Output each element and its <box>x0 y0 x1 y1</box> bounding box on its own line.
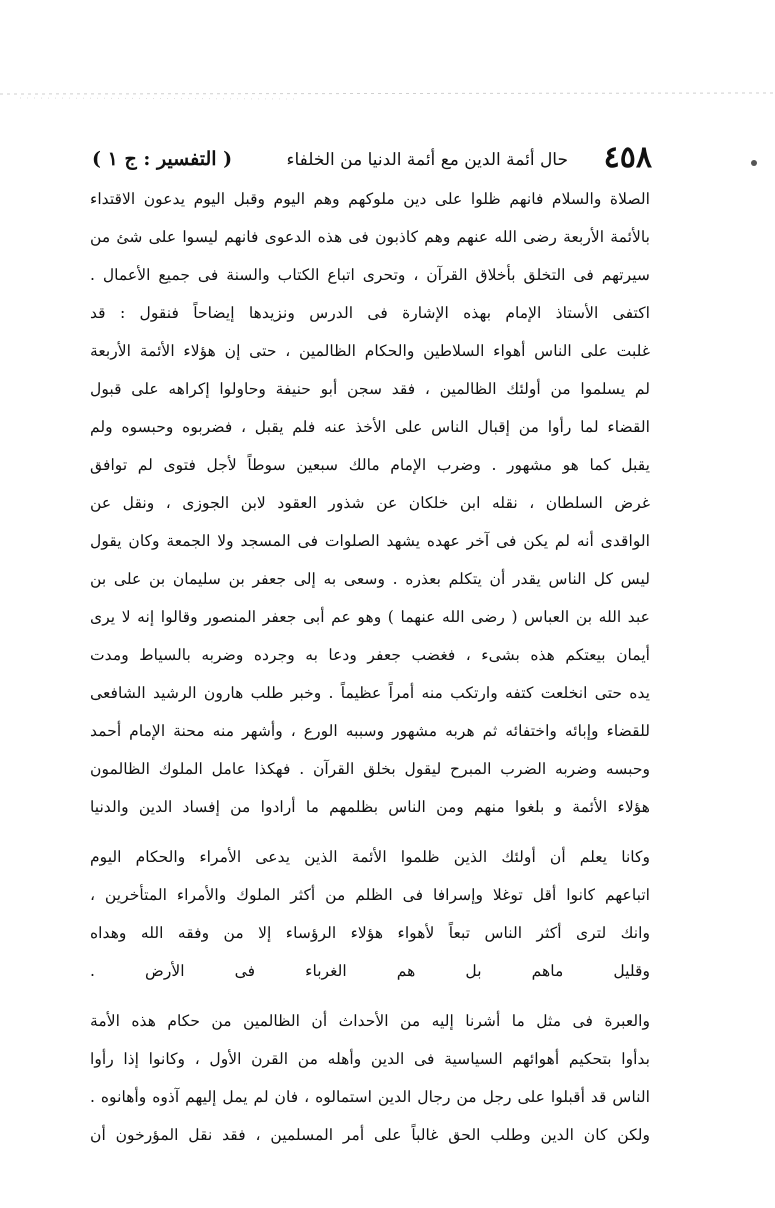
text-line: الناس قد أقبلوا على رجل من رجال الدين استمالوه ، فان لم يمل إليهم آذوه وأهانوه . <box>90 1088 650 1106</box>
margin-dot <box>751 160 757 166</box>
paragraph <box>90 294 650 826</box>
running-title: حال أئمة الدين مع أئمة الدنيا من الخلفاء <box>286 150 568 170</box>
text-line: والعبرة فى مثل ما أشرنا إليه من الأحداث أن الظالمين من حكام هذه الأمة <box>90 1012 650 1030</box>
page-number: ٤٥٨ <box>603 140 652 175</box>
text-line: وحبسه وضربه الضرب المبرح ليقول بخلق القرآن . فهكذا عامل الملوك الظالمون <box>90 760 650 778</box>
section-label: ( التفسير : ج ١ ) <box>92 148 233 170</box>
text-line: وكانا يعلم أن أولئك الذين ظلموا الأئمة الذين يدعى الأمراء والحكام اليوم <box>90 848 650 866</box>
text-line: الصلاة والسلام فانهم ظلوا على دين ملوكهم وهم اليوم وقبل اليوم يدعون الاقتداء <box>90 190 650 208</box>
text-line: غلبت على الناس أهواء السلاطين والحكام الظالمين ، حتى إن هؤلاء الأئمة الأربعة <box>90 342 650 360</box>
text-line: ليس كل الناس يقدر أن يتكلم بعذره . وسعى به إلى جعفر بن سليمان بن على بن <box>90 570 650 588</box>
text-line: للقضاء وإبائه واختفائه ثم هربه مشهور وسببه الورع ، وأشهر منه محنة الإمام أحمد <box>90 722 650 740</box>
text-line: وانك لترى أكثر الناس تبعاً لأهواء هؤلاء الرؤساء إلا من وفقه الله وهداه <box>90 924 650 942</box>
text-line: اتباعهم كانوا أقل توغلا وإسرافا فى الظلم من أكثر الملوك والأمراء المتأخرين ، <box>90 886 650 904</box>
text-line: أيمان بيعتكم هذه بشىء ، فغضب جعفر ودعا به وجرده وضربه بالسياط ومدت <box>90 646 650 664</box>
text-line: اكتفى الأستاذ الإمام بهذه الإشارة فى الدرس ونزيدها إيضاحاً فنقول : قد <box>90 304 650 322</box>
paragraph <box>90 180 650 294</box>
text-line: هؤلاء الأئمة و بلغوا منهم ومن الناس بظلمهم ما أرادوا من إفساد الدين والدنيا <box>90 798 650 816</box>
body-text <box>90 180 650 1154</box>
text-line: ولكن كان الدين وطلب الحق غالباً على أمر المسلمين ، فقد نقل المؤرخون أن <box>90 1126 650 1144</box>
text-line: بالأئمة الأربعة رضى الله عنهم وهم كاذبون فى هذه الدعوى فانهم ليسوا على شئ من <box>90 228 650 246</box>
paragraph <box>90 838 650 990</box>
text-line: غرض السلطان ، نقله ابن خلكان عن شذور العقود لابن الجوزى ، ونقل عن <box>90 494 650 512</box>
text-line: عبد الله بن العباس ( رضى الله عنهما ) وهو عم أبى جعفر المنصور وقالوا إنه لا يرى <box>90 608 650 626</box>
text-line: لم يسلموا من أولئك الظالمين ، فقد سجن أبو حنيفة وحاولوا إكراهه على قبول <box>90 380 650 398</box>
text-line: القضاء لما رأوا من إقبال الناس على الأخذ عنه فلم يقبل ، فضربوه وحبسوه ولم <box>90 418 650 436</box>
text-line: سيرتهم فى التخلق بأخلاق القرآن ، وتحرى اتباع الكتاب والسنة فى جميع الأعمال . <box>90 266 650 284</box>
text-line: يده حتى انخلعت كتفه وارتكب منه أمراً عظيماً . وخبر طلب هارون الرشيد الشافعى <box>90 684 650 702</box>
text-line: وقليل ماهم بل هم الغرباء فى الأرض . <box>90 962 650 980</box>
text-line: الواقدى أنه لم يكن فى آخر عهده يشهد الصلوات فى المسجد ولا الجمعة وكان يقول <box>90 532 650 550</box>
paragraph <box>90 1002 650 1154</box>
scan-artifact-line <box>0 88 775 102</box>
text-line: بدأوا بتحكيم أهوائهم السياسية فى الدين وأهله من القرن الأول ، وكانوا إذا رأوا <box>90 1050 650 1068</box>
text-line: يقبل كما هو مشهور . وضرب الإمام مالك سبعين سوطاً لأجل فتوى لم توافق <box>90 456 650 474</box>
